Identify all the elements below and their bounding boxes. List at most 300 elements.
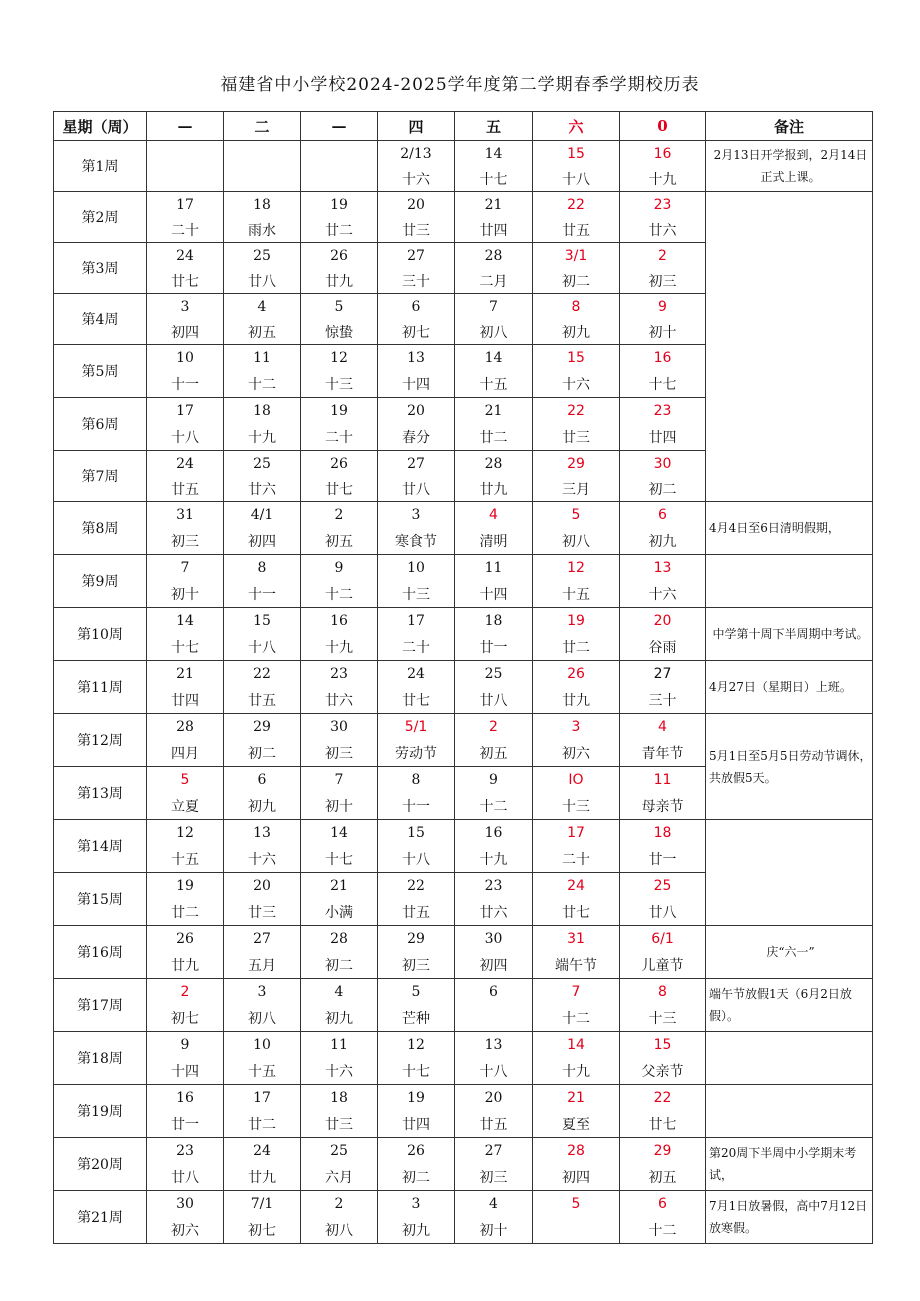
day-lunar: 廿九 — [147, 952, 224, 979]
day-lunar: 廿二 — [301, 217, 378, 243]
day-lunar: 十九 — [224, 424, 301, 451]
day-lunar: 十八 — [147, 424, 224, 451]
day-date: 16 — [620, 345, 706, 372]
day-date: 8 — [620, 979, 706, 1006]
day-lunar — [533, 1217, 620, 1244]
week-note: 5月1日至5月5日劳动节调休，共放假5天。 — [706, 714, 873, 820]
header-row — [54, 112, 873, 141]
day-lunar: 十九 — [455, 846, 533, 873]
day-date: 18 — [455, 608, 533, 635]
day-date: 4/1 — [224, 502, 301, 529]
day-date: 17 — [533, 820, 620, 847]
day-date: 2 — [147, 979, 224, 1006]
day-lunar: 廿六 — [224, 476, 301, 502]
week-row-dates — [54, 502, 873, 529]
day-lunar: 廿四 — [378, 1111, 455, 1138]
day-date: 2 — [301, 1191, 378, 1218]
day-date: 23 — [147, 1138, 224, 1165]
day-lunar: 初十 — [620, 319, 706, 345]
day-lunar: 廿七 — [533, 899, 620, 926]
day-date: 6 — [378, 294, 455, 320]
day-date: 14 — [533, 1032, 620, 1059]
day-date: 3 — [378, 502, 455, 529]
day-lunar: 夏至 — [533, 1111, 620, 1138]
day-date: 30 — [147, 1191, 224, 1218]
day-lunar: 十六 — [224, 846, 301, 873]
day-date: 5 — [533, 1191, 620, 1218]
day-date: 6 — [455, 979, 533, 1006]
day-date: 7 — [301, 767, 378, 794]
day-lunar: 廿四 — [455, 217, 533, 243]
day-date: 3 — [378, 1191, 455, 1218]
week-row-dates — [54, 192, 873, 218]
day-date: 3 — [147, 294, 224, 320]
day-date: 25 — [301, 1138, 378, 1165]
day-date: 15 — [224, 608, 301, 635]
day-lunar: 十八 — [455, 1058, 533, 1085]
day-lunar: 十七 — [147, 634, 224, 661]
day-lunar — [455, 1005, 533, 1032]
day-lunar: 十八 — [533, 166, 620, 192]
day-lunar: 初七 — [378, 319, 455, 345]
day-lunar: 小满 — [301, 899, 378, 926]
day-date: 20 — [378, 398, 455, 425]
day-date: 30 — [455, 926, 533, 953]
week-label: 第2周 — [54, 192, 147, 243]
day-date: 19 — [301, 192, 378, 218]
day-lunar: 初十 — [301, 793, 378, 820]
day-lunar: 廿二 — [147, 899, 224, 926]
day-date: 27 — [224, 926, 301, 953]
day-lunar: 初二 — [620, 476, 706, 502]
day-date: 3 — [533, 714, 620, 741]
day-lunar: 劳动节 — [378, 740, 455, 767]
day-lunar: 十五 — [533, 581, 620, 608]
week-label: 第14周 — [54, 820, 147, 873]
day-date: 21 — [455, 192, 533, 218]
day-lunar: 二十 — [533, 846, 620, 873]
week-label: 第18周 — [54, 1032, 147, 1085]
day-lunar: 廿二 — [455, 424, 533, 451]
day-lunar: 十九 — [620, 166, 706, 192]
day-date: 21 — [533, 1085, 620, 1112]
day-lunar: 廿三 — [301, 1111, 378, 1138]
day-date: 7 — [147, 555, 224, 582]
day-lunar: 十八 — [224, 634, 301, 661]
day-date: 4 — [224, 294, 301, 320]
day-lunar: 十六 — [533, 371, 620, 398]
day-lunar: 三月 — [533, 476, 620, 502]
day-date: 17 — [147, 192, 224, 218]
day-lunar — [224, 166, 301, 192]
day-date: 12 — [378, 1032, 455, 1059]
week-row-dates — [54, 661, 873, 688]
day-date: 24 — [147, 243, 224, 269]
day-lunar: 初二 — [533, 268, 620, 294]
day-date: 10 — [147, 345, 224, 372]
day-date: 19 — [301, 398, 378, 425]
day-date: 18 — [620, 820, 706, 847]
day-date: 14 — [147, 608, 224, 635]
header-thu: 四 — [378, 112, 455, 141]
day-date: 20 — [224, 873, 301, 900]
day-date: 27 — [378, 451, 455, 477]
week-row-dates — [54, 714, 873, 741]
day-lunar: 十七 — [378, 1058, 455, 1085]
day-lunar: 母亲节 — [620, 793, 706, 820]
day-lunar: 十四 — [147, 1058, 224, 1085]
day-date: 24 — [533, 873, 620, 900]
day-date: 20 — [455, 1085, 533, 1112]
day-lunar: 廿二 — [224, 1111, 301, 1138]
day-date — [147, 141, 224, 167]
day-date: 5 — [533, 502, 620, 529]
day-lunar: 初七 — [224, 1217, 301, 1244]
day-date: 14 — [455, 345, 533, 372]
day-date: 27 — [378, 243, 455, 269]
week-label: 第20周 — [54, 1138, 147, 1191]
day-lunar: 初七 — [147, 1005, 224, 1032]
day-date: 28 — [301, 926, 378, 953]
day-date: 23 — [301, 661, 378, 688]
week-note — [706, 555, 873, 608]
day-lunar: 初二 — [224, 740, 301, 767]
day-lunar: 廿七 — [620, 1111, 706, 1138]
day-lunar: 初九 — [301, 1005, 378, 1032]
day-date: 29 — [620, 1138, 706, 1165]
day-lunar: 廿二 — [533, 634, 620, 661]
week-row-dates — [54, 1085, 873, 1112]
week-row-dates — [54, 555, 873, 582]
week-label: 第1周 — [54, 141, 147, 192]
week-note: 第20周下半周中小学期末考试， — [706, 1138, 873, 1191]
day-date: 30 — [620, 451, 706, 477]
day-lunar: 十三 — [378, 581, 455, 608]
day-lunar: 十一 — [378, 793, 455, 820]
day-date: 13 — [378, 345, 455, 372]
day-date: 31 — [533, 926, 620, 953]
day-date: 28 — [455, 451, 533, 477]
school-calendar-table — [53, 111, 873, 1244]
day-date: 19 — [533, 608, 620, 635]
day-lunar: 十一 — [147, 371, 224, 398]
day-lunar: 初九 — [224, 793, 301, 820]
day-lunar: 十九 — [301, 634, 378, 661]
week-label: 第5周 — [54, 345, 147, 398]
day-date: 21 — [147, 661, 224, 688]
day-lunar: 初三 — [378, 952, 455, 979]
day-lunar: 清明 — [455, 528, 533, 555]
day-date — [224, 141, 301, 167]
day-lunar: 三十 — [378, 268, 455, 294]
day-lunar: 十二 — [301, 581, 378, 608]
day-lunar: 廿三 — [224, 899, 301, 926]
day-date: 14 — [301, 820, 378, 847]
day-lunar: 初三 — [455, 1164, 533, 1191]
day-lunar: 初三 — [620, 268, 706, 294]
day-date: 16 — [301, 608, 378, 635]
day-date: IO — [533, 767, 620, 794]
day-date: 3/1 — [533, 243, 620, 269]
week-note: 4月4日至6日清明假期， — [706, 502, 873, 555]
day-lunar: 廿九 — [301, 268, 378, 294]
day-lunar: 十四 — [378, 371, 455, 398]
week-row-dates — [54, 608, 873, 635]
day-date: 21 — [301, 873, 378, 900]
day-date: 4 — [455, 1191, 533, 1218]
day-lunar: 初四 — [147, 319, 224, 345]
day-date: 11 — [455, 555, 533, 582]
day-lunar: 初五 — [301, 528, 378, 555]
week-row-dates — [54, 926, 873, 953]
day-lunar: 初三 — [147, 528, 224, 555]
day-lunar: 十一 — [224, 581, 301, 608]
day-date: 17 — [378, 608, 455, 635]
day-lunar: 十二 — [533, 1005, 620, 1032]
day-lunar: 初八 — [224, 1005, 301, 1032]
day-lunar: 儿童节 — [620, 952, 706, 979]
week-label: 第8周 — [54, 502, 147, 555]
day-date: 28 — [533, 1138, 620, 1165]
day-lunar: 初八 — [455, 319, 533, 345]
day-lunar: 廿八 — [147, 1164, 224, 1191]
day-lunar: 初八 — [301, 1217, 378, 1244]
day-lunar: 廿五 — [224, 687, 301, 714]
day-date: 27 — [620, 661, 706, 688]
header-notes: 备注 — [706, 112, 873, 141]
day-lunar: 十八 — [378, 846, 455, 873]
day-lunar — [147, 166, 224, 192]
day-lunar: 廿三 — [533, 424, 620, 451]
day-date: 19 — [147, 873, 224, 900]
day-lunar: 十五 — [224, 1058, 301, 1085]
day-lunar: 父亲节 — [620, 1058, 706, 1085]
day-date: 23 — [455, 873, 533, 900]
day-lunar: 十七 — [455, 166, 533, 192]
day-date: 25 — [455, 661, 533, 688]
day-date: 9 — [455, 767, 533, 794]
day-date: 29 — [224, 714, 301, 741]
header-sat: 六 — [533, 112, 620, 141]
day-date: 26 — [301, 243, 378, 269]
day-date: 15 — [533, 141, 620, 167]
week-label: 第6周 — [54, 398, 147, 451]
day-date: 2 — [301, 502, 378, 529]
day-lunar: 初五 — [224, 319, 301, 345]
day-date: 12 — [533, 555, 620, 582]
day-lunar: 二月 — [455, 268, 533, 294]
day-lunar: 春分 — [378, 424, 455, 451]
day-date: 7 — [455, 294, 533, 320]
week-note — [706, 820, 873, 926]
week-note: 4月27日（星期日）上班。 — [706, 661, 873, 714]
week-label: 第12周 — [54, 714, 147, 767]
day-lunar: 初十 — [455, 1217, 533, 1244]
day-date: 7 — [533, 979, 620, 1006]
day-date: 7/1 — [224, 1191, 301, 1218]
day-lunar: 初九 — [533, 319, 620, 345]
day-lunar: 五月 — [224, 952, 301, 979]
day-lunar: 雨水 — [224, 217, 301, 243]
day-date: 15 — [620, 1032, 706, 1059]
week-label: 第7周 — [54, 451, 147, 502]
day-date: 8 — [533, 294, 620, 320]
day-date: 20 — [620, 608, 706, 635]
day-lunar: 廿六 — [620, 217, 706, 243]
day-lunar: 六月 — [301, 1164, 378, 1191]
day-date: 2/13 — [378, 141, 455, 167]
week-label: 第15周 — [54, 873, 147, 926]
day-date: 17 — [224, 1085, 301, 1112]
day-lunar: 十二 — [224, 371, 301, 398]
day-date: 22 — [224, 661, 301, 688]
week-label: 第19周 — [54, 1085, 147, 1138]
day-lunar: 十三 — [533, 793, 620, 820]
day-date: 30 — [301, 714, 378, 741]
day-date: 3 — [224, 979, 301, 1006]
day-date: 27 — [455, 1138, 533, 1165]
day-lunar — [301, 166, 378, 192]
day-lunar: 十三 — [620, 1005, 706, 1032]
day-date: 24 — [147, 451, 224, 477]
day-lunar: 十二 — [620, 1217, 706, 1244]
day-lunar: 廿九 — [224, 1164, 301, 1191]
day-date: 15 — [533, 345, 620, 372]
day-lunar: 二十 — [301, 424, 378, 451]
week-row-dates — [54, 820, 873, 847]
day-date: 22 — [620, 1085, 706, 1112]
day-date: 8 — [378, 767, 455, 794]
day-date: 10 — [224, 1032, 301, 1059]
day-lunar: 初四 — [533, 1164, 620, 1191]
day-date: 6/1 — [620, 926, 706, 953]
day-lunar: 初二 — [378, 1164, 455, 1191]
week-note — [706, 1085, 873, 1138]
day-date: 26 — [147, 926, 224, 953]
day-lunar: 十九 — [533, 1058, 620, 1085]
day-lunar: 初八 — [533, 528, 620, 555]
day-lunar: 廿六 — [301, 687, 378, 714]
day-lunar: 廿八 — [620, 899, 706, 926]
day-lunar: 初三 — [301, 740, 378, 767]
day-date: 6 — [620, 1191, 706, 1218]
day-date: 24 — [224, 1138, 301, 1165]
day-date: 4 — [455, 502, 533, 529]
day-date: 16 — [620, 141, 706, 167]
day-lunar: 廿七 — [301, 476, 378, 502]
day-date: 6 — [224, 767, 301, 794]
day-date: 13 — [224, 820, 301, 847]
day-lunar: 十四 — [455, 581, 533, 608]
day-lunar: 四月 — [147, 740, 224, 767]
day-lunar: 廿四 — [620, 424, 706, 451]
day-date: 22 — [533, 398, 620, 425]
day-lunar: 初二 — [301, 952, 378, 979]
header-tue: 二 — [224, 112, 301, 141]
day-date: 28 — [455, 243, 533, 269]
day-date: 11 — [301, 1032, 378, 1059]
day-lunar: 十六 — [378, 166, 455, 192]
day-lunar: 十六 — [620, 581, 706, 608]
day-date: 25 — [224, 243, 301, 269]
day-date: 28 — [147, 714, 224, 741]
page-title: 福建省中小学校2024-2025学年度第二学期春季学期校历表 — [220, 75, 700, 95]
day-date: 4 — [620, 714, 706, 741]
day-lunar: 廿一 — [620, 846, 706, 873]
day-date: 10 — [378, 555, 455, 582]
day-date: 8 — [224, 555, 301, 582]
day-date: 17 — [147, 398, 224, 425]
week-label: 第3周 — [54, 243, 147, 294]
day-date: 26 — [301, 451, 378, 477]
week-note — [706, 192, 873, 502]
day-lunar: 十七 — [301, 846, 378, 873]
week-note: 7月1日放暑假，高中7月12日放寒假。 — [706, 1191, 873, 1244]
day-lunar: 初九 — [620, 528, 706, 555]
day-date: 16 — [147, 1085, 224, 1112]
day-date: 11 — [224, 345, 301, 372]
day-date: 23 — [620, 192, 706, 218]
day-date: 12 — [301, 345, 378, 372]
day-lunar: 廿八 — [378, 476, 455, 502]
day-date: 5 — [147, 767, 224, 794]
day-date: 12 — [147, 820, 224, 847]
day-lunar: 廿六 — [455, 899, 533, 926]
day-lunar: 十五 — [147, 846, 224, 873]
day-lunar: 廿五 — [455, 1111, 533, 1138]
day-lunar: 十五 — [455, 371, 533, 398]
day-lunar: 廿九 — [455, 476, 533, 502]
day-date: 29 — [378, 926, 455, 953]
day-lunar: 初六 — [147, 1217, 224, 1244]
day-lunar: 初五 — [455, 740, 533, 767]
week-note: 中学第十周下半周期中考试。 — [706, 608, 873, 661]
day-date: 20 — [378, 192, 455, 218]
day-lunar: 十二 — [455, 793, 533, 820]
day-date: 9 — [620, 294, 706, 320]
day-date: 2 — [455, 714, 533, 741]
day-lunar: 三十 — [620, 687, 706, 714]
day-date — [301, 141, 378, 167]
day-date: 9 — [301, 555, 378, 582]
calendar-body — [54, 141, 873, 1244]
day-date: 22 — [378, 873, 455, 900]
day-date: 23 — [620, 398, 706, 425]
day-lunar: 十七 — [620, 371, 706, 398]
day-date: 29 — [533, 451, 620, 477]
day-date: 26 — [378, 1138, 455, 1165]
day-lunar: 廿七 — [147, 268, 224, 294]
day-lunar: 廿九 — [533, 687, 620, 714]
week-note: 庆“六一” — [706, 926, 873, 979]
day-date: 15 — [378, 820, 455, 847]
day-date: 24 — [378, 661, 455, 688]
day-date: 25 — [620, 873, 706, 900]
week-note — [706, 1032, 873, 1085]
day-date: 13 — [455, 1032, 533, 1059]
day-date: 2 — [620, 243, 706, 269]
day-date: 18 — [224, 192, 301, 218]
week-label: 第16周 — [54, 926, 147, 979]
day-date: 18 — [301, 1085, 378, 1112]
day-date: 5 — [378, 979, 455, 1006]
day-lunar: 初四 — [224, 528, 301, 555]
day-lunar: 青年节 — [620, 740, 706, 767]
day-date: 9 — [147, 1032, 224, 1059]
day-date: 21 — [455, 398, 533, 425]
day-lunar: 廿四 — [147, 687, 224, 714]
week-label: 第21周 — [54, 1191, 147, 1244]
